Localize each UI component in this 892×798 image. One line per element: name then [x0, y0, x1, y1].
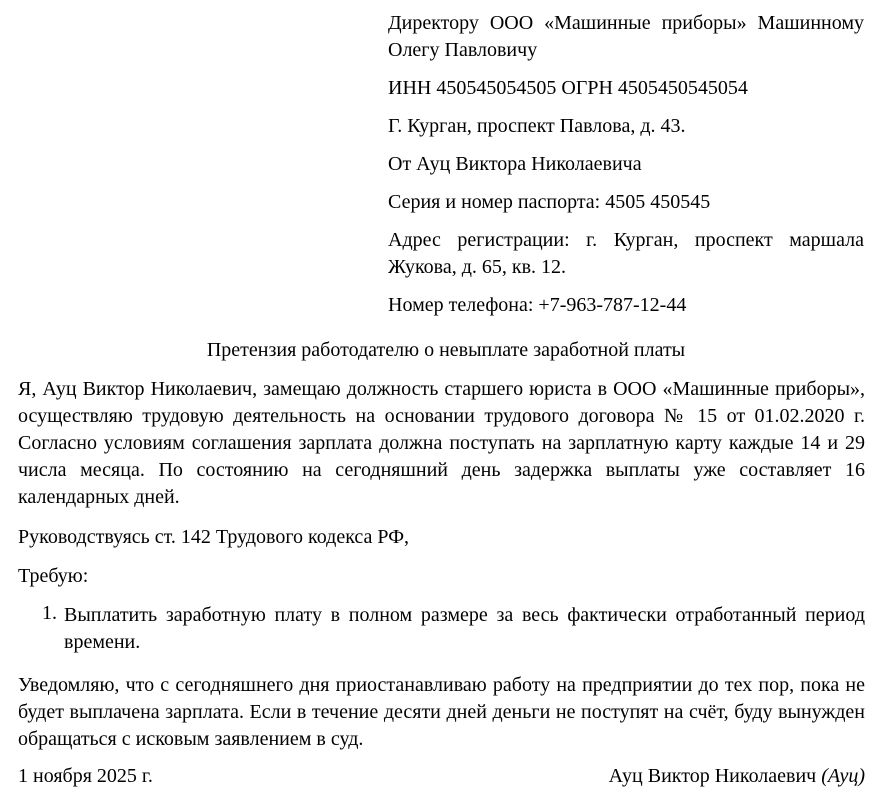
signer-name: Ауц Виктор Николаевич	[608, 765, 817, 787]
paragraph-text: Я, Ауц Виктор Николаевич, замещаю должность старшего юриста в ООО «Машинные приборы», осуществляю трудовую деятельность на основании трудового договора № 15 от 01.02.2020 г. Согласно условиям соглашения зарплата должна поступать на зарплатную карту каждые 14 и 29 числа месяца. По состоянию на сегодняшний день задержка выплаты уже составляет 16 календарных дней.	[18, 378, 865, 508]
document-date: 1 ноября 2025 г.	[18, 765, 153, 787]
document-title: Претензия работодателю о невыплате заработной платы	[206, 339, 686, 361]
signature: (Ауц)	[821, 765, 865, 787]
sender-name: От Ауц Виктора Николаевича	[388, 153, 642, 175]
body-paragraph-3	[18, 672, 865, 753]
list-item	[42, 602, 865, 656]
demand-intro	[18, 563, 865, 590]
paragraph-text: Требую:	[18, 565, 89, 587]
passport-info: Серия и номер паспорта: 4505 450545	[388, 191, 711, 213]
registration-address: Адрес регистрации: г. Курган, проспект маршала Жукова, д. 65, кв. 12.	[388, 229, 864, 278]
body-paragraph-2	[18, 524, 865, 551]
addressee-block	[388, 10, 864, 330]
company-address: Г. Курган, проспект Павлова, д. 43.	[388, 115, 686, 137]
signature-block	[609, 763, 865, 790]
list-item-number: 1.	[42, 602, 57, 624]
company-ids: ИНН 450545054505 ОГРН 4505450545054	[388, 77, 748, 99]
body-paragraph-1	[18, 376, 865, 511]
addressee-line: Директору ООО «Машинные приборы» Машинному Олегу Павловичу	[388, 12, 864, 61]
demand-list	[42, 602, 865, 656]
paragraph-text: Уведомляю, что с сегодняшнего дня приостанавливаю работу на предприятии до тех пор, пока не будет выплачена зарплата. Если в течение десяти дней деньги не поступят на счёт, буду вынужден обращаться с исковым заявлением в суд.	[18, 674, 865, 750]
list-item-text: Выплатить заработную плату в полном размере за весь фактически отработанный период времени.	[64, 604, 865, 653]
paragraph-text: Руководствуясь ст. 142 Трудового кодекса РФ,	[18, 526, 410, 548]
phone-number: Номер телефона: +7-963-787-12-44	[388, 294, 687, 316]
